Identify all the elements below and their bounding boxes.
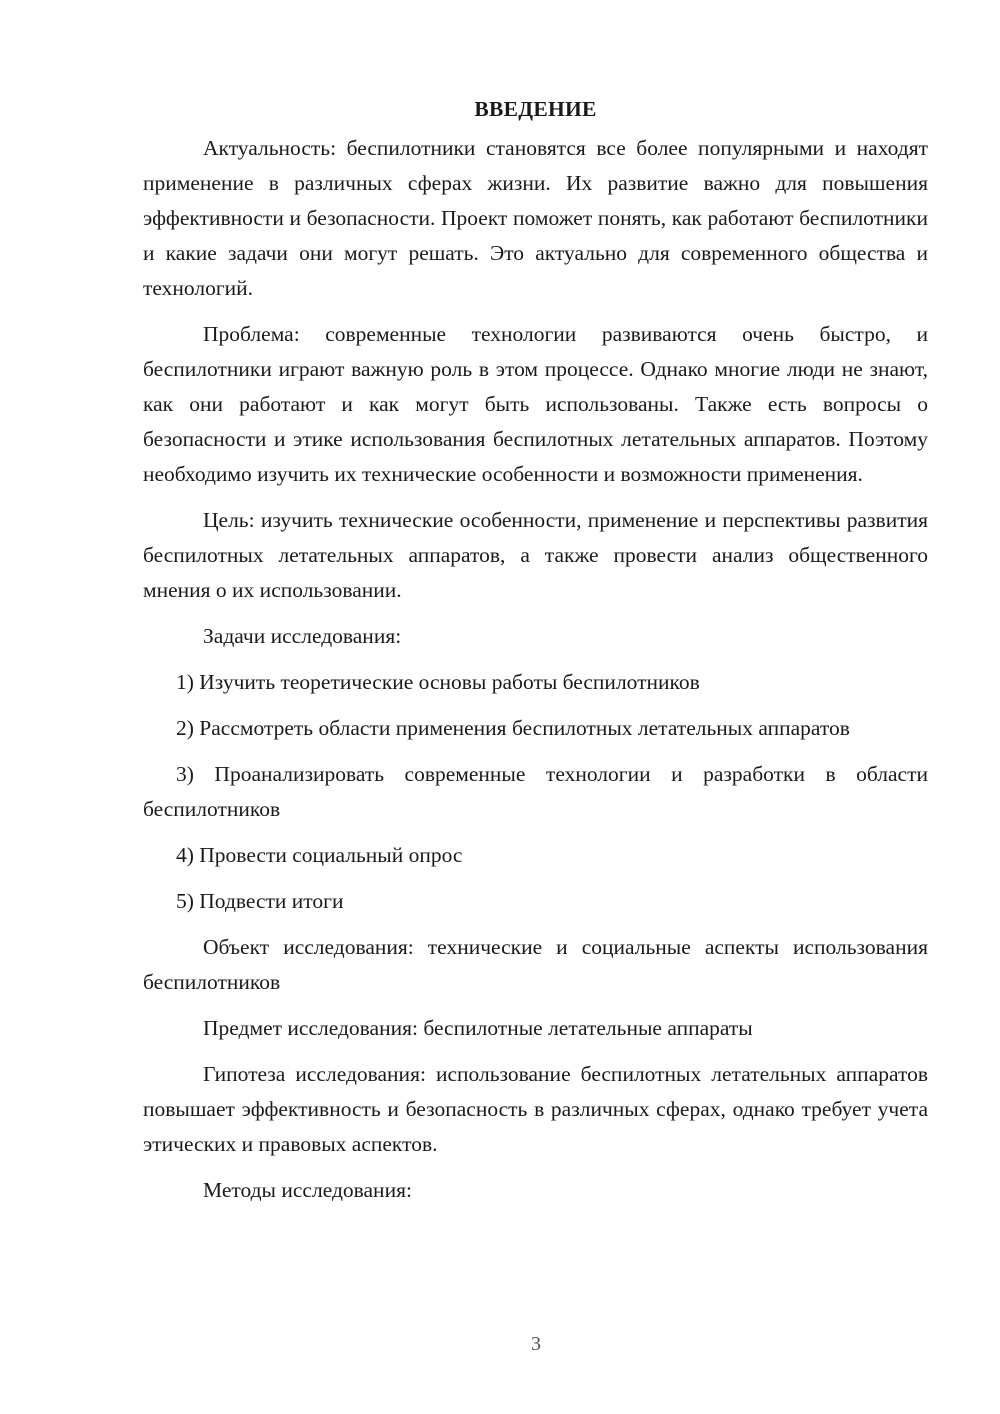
task-item: 4) Провести социальный опрос (176, 843, 463, 867)
tasks-intro: Задачи исследования: (203, 624, 402, 648)
methods-paragraph: Методы исследования: (203, 1178, 412, 1202)
section-heading: ВВЕДЕНИЕ (474, 97, 597, 121)
task-item: 1) Изучить теоретические основы работы беспилотников (176, 670, 700, 694)
goal-paragraph: Цель: изучить технические особенности, применение и перспективы развития беспилотных летательных аппаратов, а также провести анализ общественного мнения о их использовании. (143, 508, 928, 602)
page-number: 3 (531, 1333, 541, 1355)
relevance-paragraph: Актуальность: беспилотники становятся все более популярными и находят применение в различных сферах жизни. Их развитие важно для повышения эффективности и безопасности. Проект поможет понять, как работают беспилотники и какие задачи они могут решать. Это актуально для современного общества и технологий. (143, 136, 928, 300)
task-item: 2) Рассмотреть области применения беспилотных летательных аппаратов (176, 716, 850, 740)
task-item: 3) Проанализировать современные технологии и разработки в области беспилотников (143, 762, 928, 821)
subject-paragraph: Предмет исследования: беспилотные летательные аппараты (203, 1016, 753, 1040)
problem-paragraph: Проблема: современные технологии развиваются очень быстро, и беспилотники играют важную роль в этом процессе. Однако многие люди не знают, как они работают и как могут быть использованы. Также есть вопросы о безопасности и этике использования беспилотных летательных аппаратов. Поэтому необходимо изучить их технические особенности и возможности применения. (143, 322, 928, 486)
hypothesis-paragraph: Гипотеза исследования: использование беспилотных летательных аппаратов повышает эффективность и безопасность в различных сферах, однако требует учета этических и правовых аспектов. (143, 1062, 928, 1156)
task-item: 5) Подвести итоги (176, 889, 344, 913)
document-page (143, 92, 928, 1219)
object-paragraph: Объект исследования: технические и социальные аспекты использования беспилотников (143, 935, 928, 994)
